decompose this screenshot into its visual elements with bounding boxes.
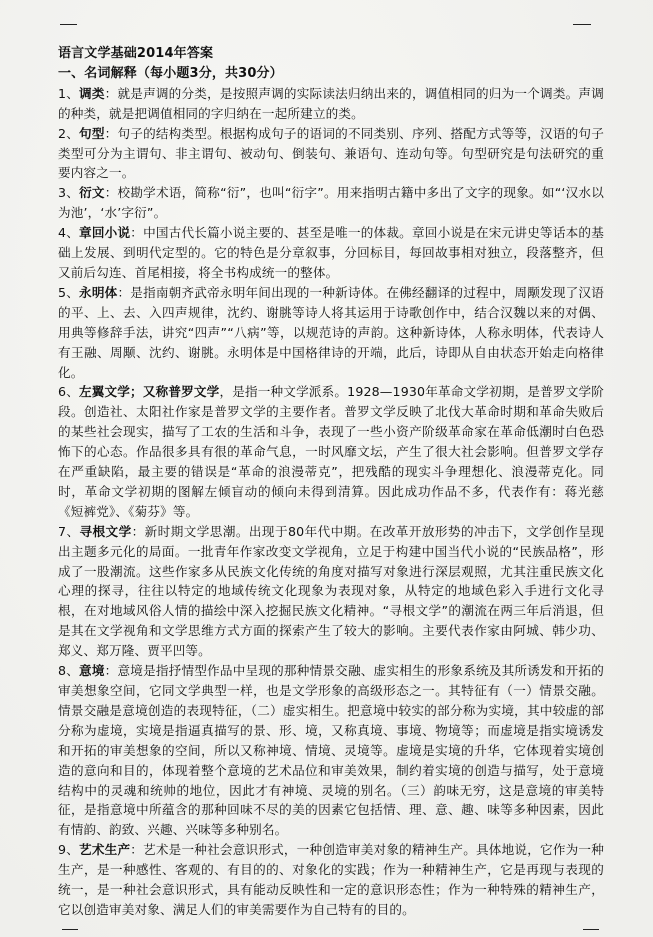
entry-number: 3、: [58, 185, 80, 201]
entry-term: 衍文: [79, 185, 105, 201]
entry-1: [58, 84, 604, 124]
entry-text: ：艺术是一种社会意识形式，一种创造审美对象的精神生产。具体地说，它作为一种生产，是一种感性、客观的、有目的的、对象化的实践；作为一种精神生产，它是再现与表现的统一，是一种社会意识形式，具有能动反映性和一定的意识形态性；作为一种特殊的精神生产，它以创造审美对象、满足人们的审美需要作为自己特有的目的。: [58, 842, 604, 917]
entry-number: 2、: [58, 125, 80, 141]
entry-number: 6、: [58, 384, 79, 400]
entry-number: 4、: [58, 225, 80, 241]
bottom-left-rule: [62, 929, 78, 930]
entry-term: 句型: [79, 125, 105, 141]
bottom-right-rule: [583, 929, 599, 930]
entry-text: ，是指一种文学派系。1928—1930年革命文学初期，是普罗文学阶段。创造社、太阳社作家是普罗文学的主要作者。普罗文学反映了北伐大革命时期和革命失败后的某些社会现实，描写了工农的生活和斗争，表现了一些小资产阶级革命家在革命低潮时白色恐怖下的心态。作品很多具有很的革命气息，一时风靡文坛，产生了很大社会影响。但普罗文学存在严重缺陷，最主要的错误是“革命的浪漫蒂克”，把残酷的现实斗争理想化、浪漫蒂克化。同时，革命文学初期的图解左倾盲动的倾向未得到清算。因此成功作品不多，代表作有：蒋光慈《短裤党》、《菊芬》等。: [58, 384, 604, 519]
entry-number: 7、: [58, 523, 80, 539]
entry-3: [58, 183, 604, 223]
entry-number: 9、: [58, 842, 80, 858]
top-left-rule: [60, 24, 77, 25]
top-right-rule: [573, 24, 591, 25]
entry-text: ：句子的结构类型。根据构成句子的语词的不同类别、序列、搭配方式等等，汉语的句子类型可分为主谓句、非主谓句、被动句、倒装句、兼语句、连动句等。句型研究是句法研究的重要内容之一。: [58, 125, 604, 181]
document-title: 语言文学基础2014年答案: [58, 46, 214, 61]
answer-content: [58, 44, 604, 920]
entry-7: [58, 522, 604, 661]
entry-2: [58, 124, 604, 184]
entry-text: ：新时期文学思潮。出现于80年代中期。在改革开放形势的冲击下，文学创作呈现出主题多元化的局面。一批青年作家改变文学视角，立足于构建中国当代小说的“民族品格”，形成了一股潮流。这些作家多从民族文化传统的角度对描写对象进行深层观照，尤其注重民族文化心理的探寻，往往以特定的地域传统文化现象为表现对象，从特定的地域色彩入手进行文化寻根，在对地域风俗人情的描绘中深入挖掘民族文化精神。“寻根文学”的潮流在两三年后消退，但是其在文学视角和文学思维方式方面的探索产生了较大的影响。主要代表作家由阿城、韩少功、郑义、郑万隆、贾平凹等。: [58, 523, 604, 659]
entry-number: 5、: [58, 284, 80, 300]
entry-term: 艺术生产: [79, 842, 131, 858]
entry-6: [58, 382, 604, 521]
entry-term: 寻根文学: [79, 523, 132, 539]
entry-number: 8、: [58, 663, 80, 679]
entry-term: 左翼文学；又称普罗文学: [78, 384, 220, 400]
entry-text: ：就是声调的分类，是按照声调的实际读法归纳出来的，调值相同的归为一个调类。声调的种类，就是把调值相同的字归纳在一起所建立的类。: [58, 85, 604, 121]
entry-term: 永明体: [79, 284, 118, 300]
entry-5: [58, 283, 604, 383]
entry-text: ：意境是指抒情型作品中呈现的那种情景交融、虚实相生的形象系统及其所诱发和开拓的审美想象空间，它同文学典型一样，也是文学形象的高级形态之一。其特征有（一）情景交融。情景交融是意境创造的表现特征，（二）虚实相生。把意境中较实的部分称为实境，其中较虚的部分称为虚境，实境是指逼真描写的景、形、境，又称真境、事境、物境等；而虚境是指实境诱发和开拓的审美想象的空间，所以又称神境、情境、灵境等。虚境是实境的升华，它体现着实境创造的意向和目的，体现着整个意境的艺术品位和审美效果，制约着实境的创造与描写，处于意境结构中的灵魂和统帅的地位，因此才有神境、灵境的别名。（三）韵味无穷，这是意境的审美特征，是指意境中所蕴含的那种回味不尽的美的因素它包括情、理、意、趣、味等多种因素，因此有情韵、韵致、兴趣、兴味等多种别名。: [58, 663, 604, 838]
entry-term: 调类: [79, 85, 105, 101]
entry-text: ：校勘学术语，简称“衍”，也叫“衍字”。用来指明古籍中多出了文字的现象。如“‘汉水以为池’，‘水’字衍”。: [58, 185, 604, 221]
entry-9: [58, 840, 604, 920]
entry-term: 章回小说: [79, 225, 131, 241]
entry-text: ：是指南朝齐武帝永明年间出现的一种新诗体。在佛经翻译的过程中，周颙发现了汉语的平、上、去、入四声规律，沈约、谢朓等诗人将其运用于诗歌创作中，结合汉魏以来的对偶、用典等修辞手法，讲究“四声”“八病”等，以规范诗的声韵。这种新诗体，人称永明体，代表诗人有王融、周颙、沈约、谢朓。永明体是中国格律诗的开端，此后，诗即从自由状态开始走向格律化。: [58, 284, 604, 380]
entry-8: [58, 661, 604, 840]
entry-text: ：中国古代长篇小说主要的、甚至是唯一的体裁。章回小说是在宋元讲史等话本的基础上发展、到明代定型的。它的特色是分章叙事，分回标目，每回故事相对独立，段落整齐，但又前后勾连、首尾相接，将全书构成统一的整体。: [58, 225, 604, 280]
section-heading: 一、名词解释（每小题3分，共30分）: [58, 65, 283, 81]
entry-4: [58, 223, 604, 283]
entry-number: 1、: [58, 85, 80, 101]
entry-term: 意境: [79, 663, 105, 679]
